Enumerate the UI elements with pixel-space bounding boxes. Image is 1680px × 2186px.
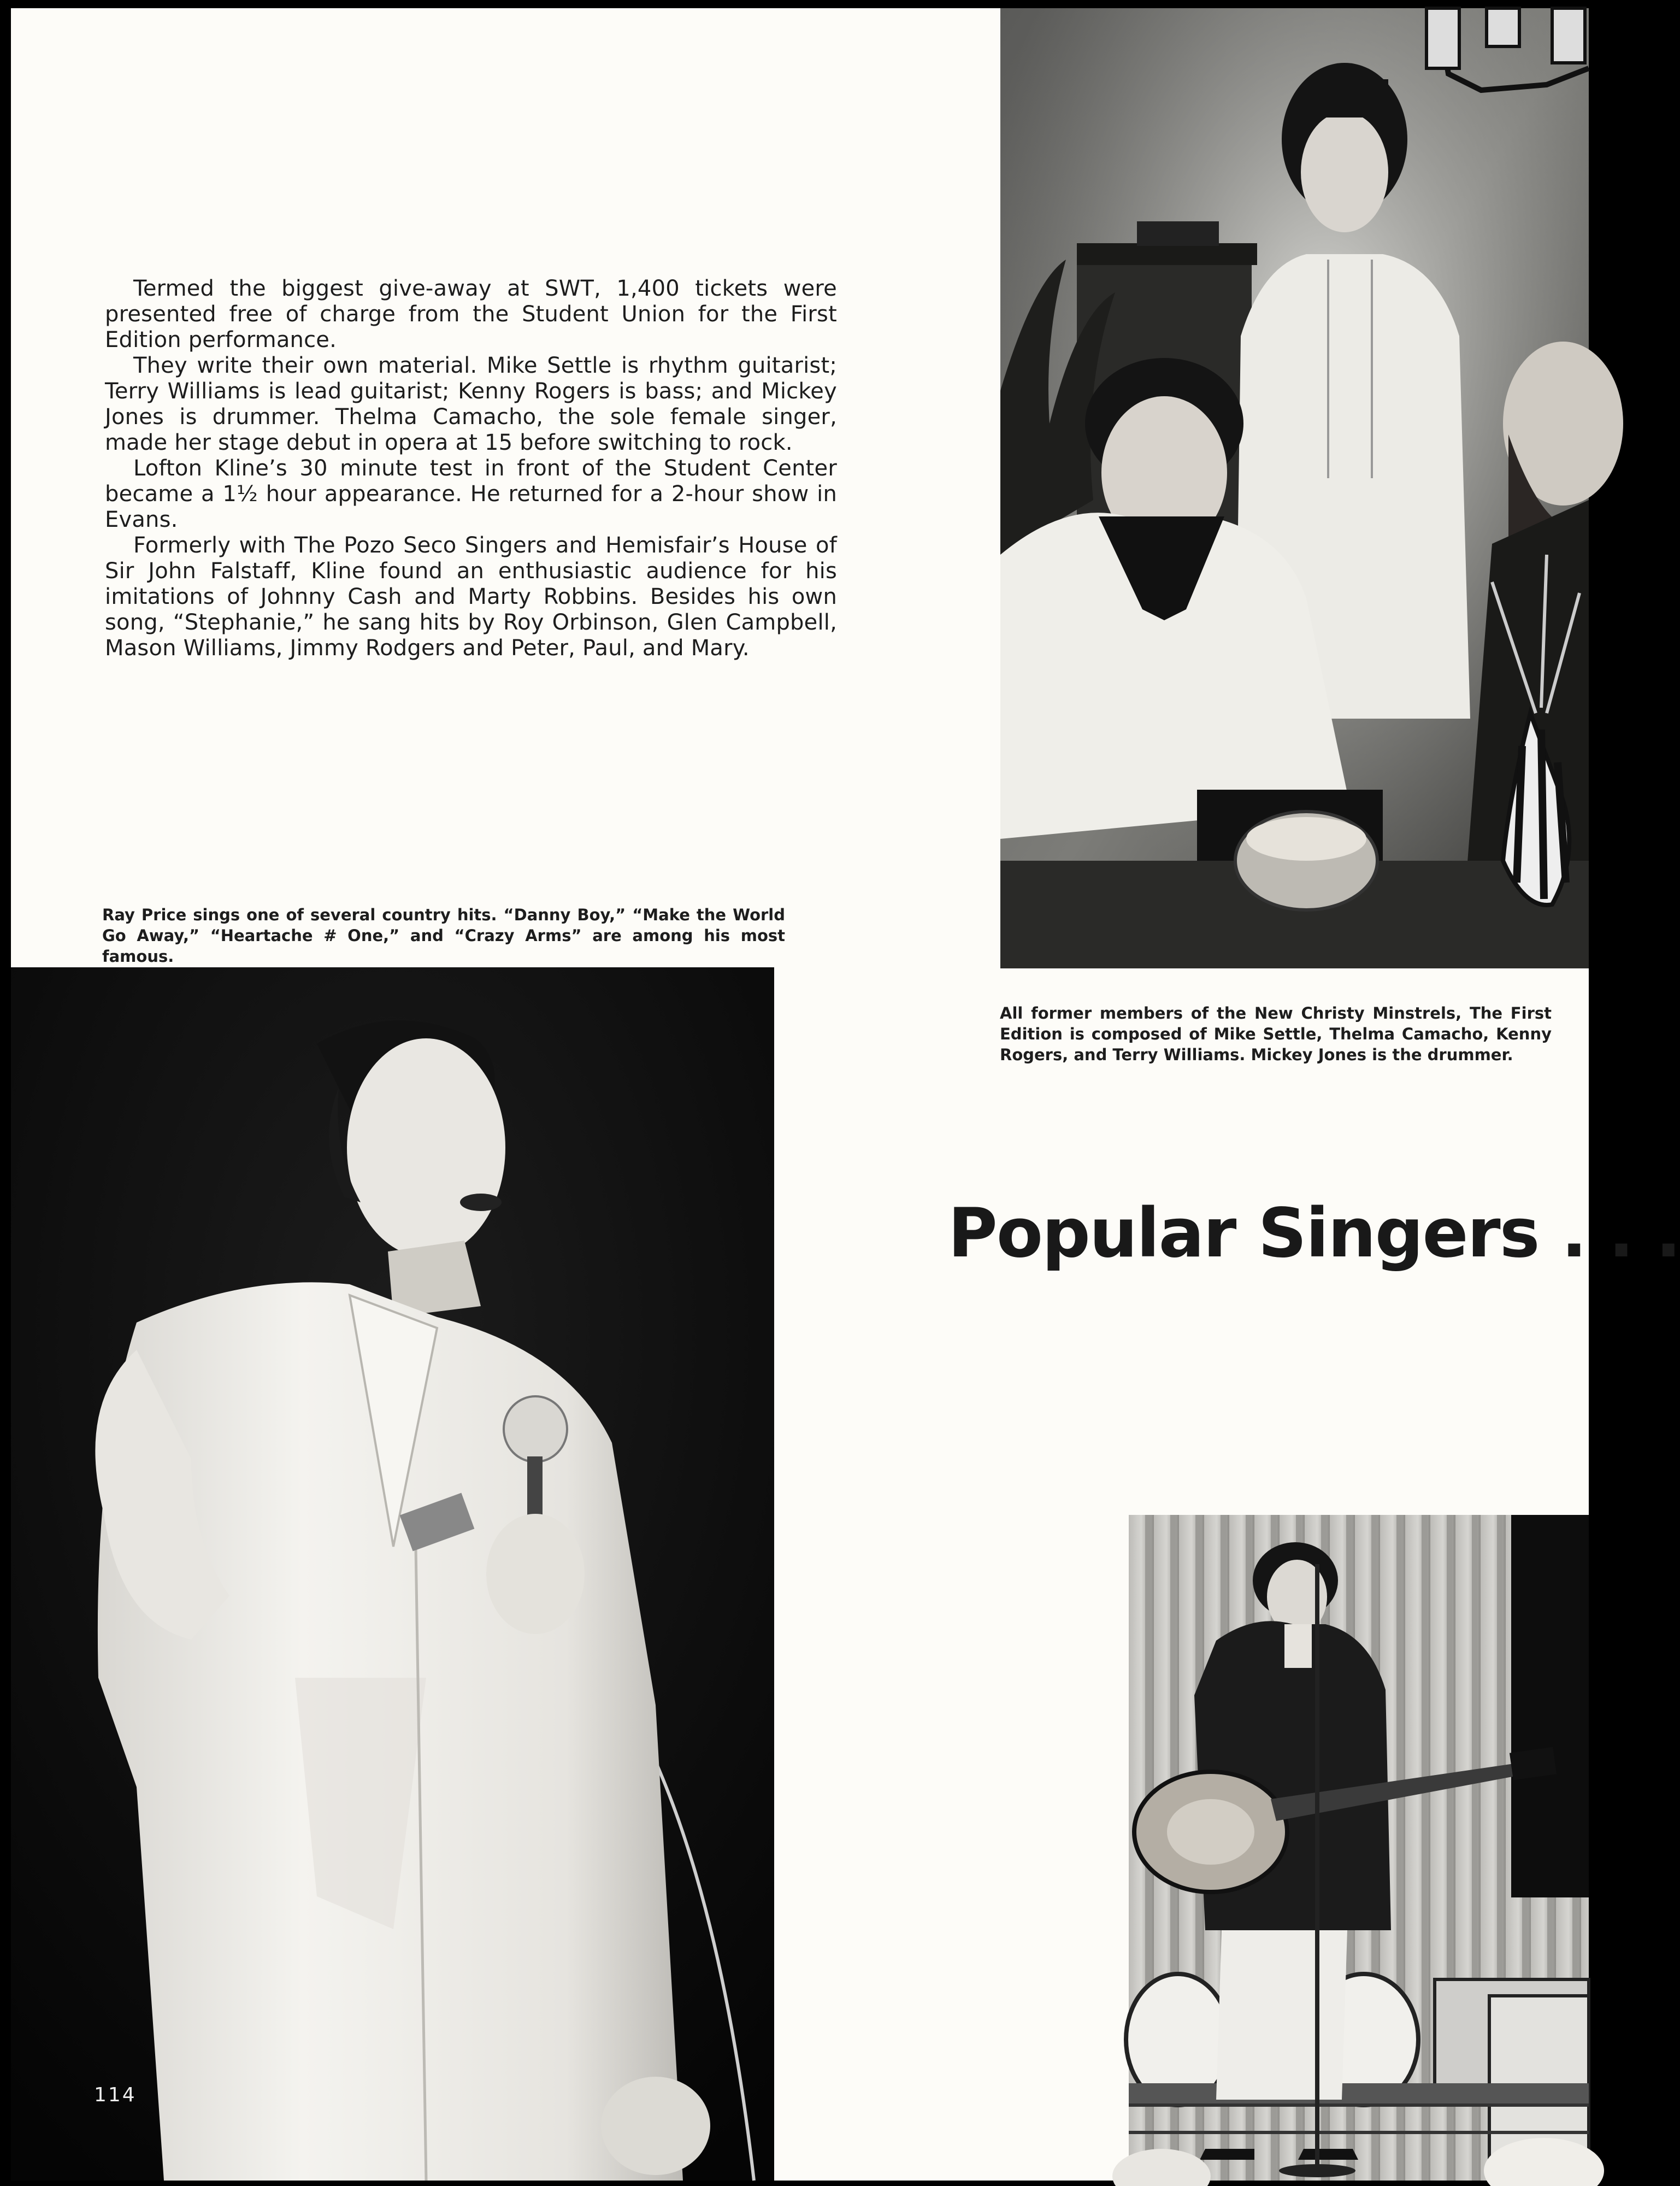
article-paragraph-1: Termed the biggest give-away at SWT, 1,400 tickets were presented free of charge from the Student Union for the First Edition performance. — [105, 276, 837, 352]
article-paragraph-2: They write their own material. Mike Settle is rhythm guitarist; Terry Williams is lead guitarist; Kenny Rogers is bass; and Mickey Jones is drummer. Thelma Camacho, the sole female singer, made her stage debut in opera at 15 before switching to rock. — [105, 353, 837, 455]
article-paragraph-4: Formerly with The Pozo Seco Singers and Hemisfair’s House of Sir John Falstaff, Kline found an enthusiastic audience for his imitations of Johnny Cash and Marty Robbins. Besides his own song, “Stephanie,” he sang hits by Roy Orbinson, Glen Campbell, Mason Williams, Jimmy Rodgers and Peter, Paul, and Mary. — [105, 533, 837, 661]
first-edition-caption: All former members of the New Christy Minstrels, The First Edition is composed of Mike Settle, Thelma Camacho, Kenny Rogers, and Terry Williams. Mickey Jones is the drummer. — [1000, 1004, 1552, 1064]
page-number: 114 — [94, 2084, 137, 2106]
lofton-kline-photo — [1129, 1515, 1589, 2181]
first-edition-group-photo — [1000, 8, 1589, 968]
ray-price-caption: Ray Price sings one of several country hits. “Danny Boy,” “Make the World Go Away,” “Heartache # One,” and “Crazy Arms” are among his most famous. — [102, 906, 785, 966]
ray-price-photo — [11, 967, 774, 2181]
article-paragraph-3: Lofton Kline’s 30 minute test in front of the Student Center became a 1½ hour appearance. He returned for a 2-hour show in Evans. — [105, 456, 837, 532]
yearbook-page — [11, 8, 1680, 2181]
article-body — [105, 276, 837, 661]
page-headline: Popular Singers . . . — [948, 1194, 1680, 1273]
